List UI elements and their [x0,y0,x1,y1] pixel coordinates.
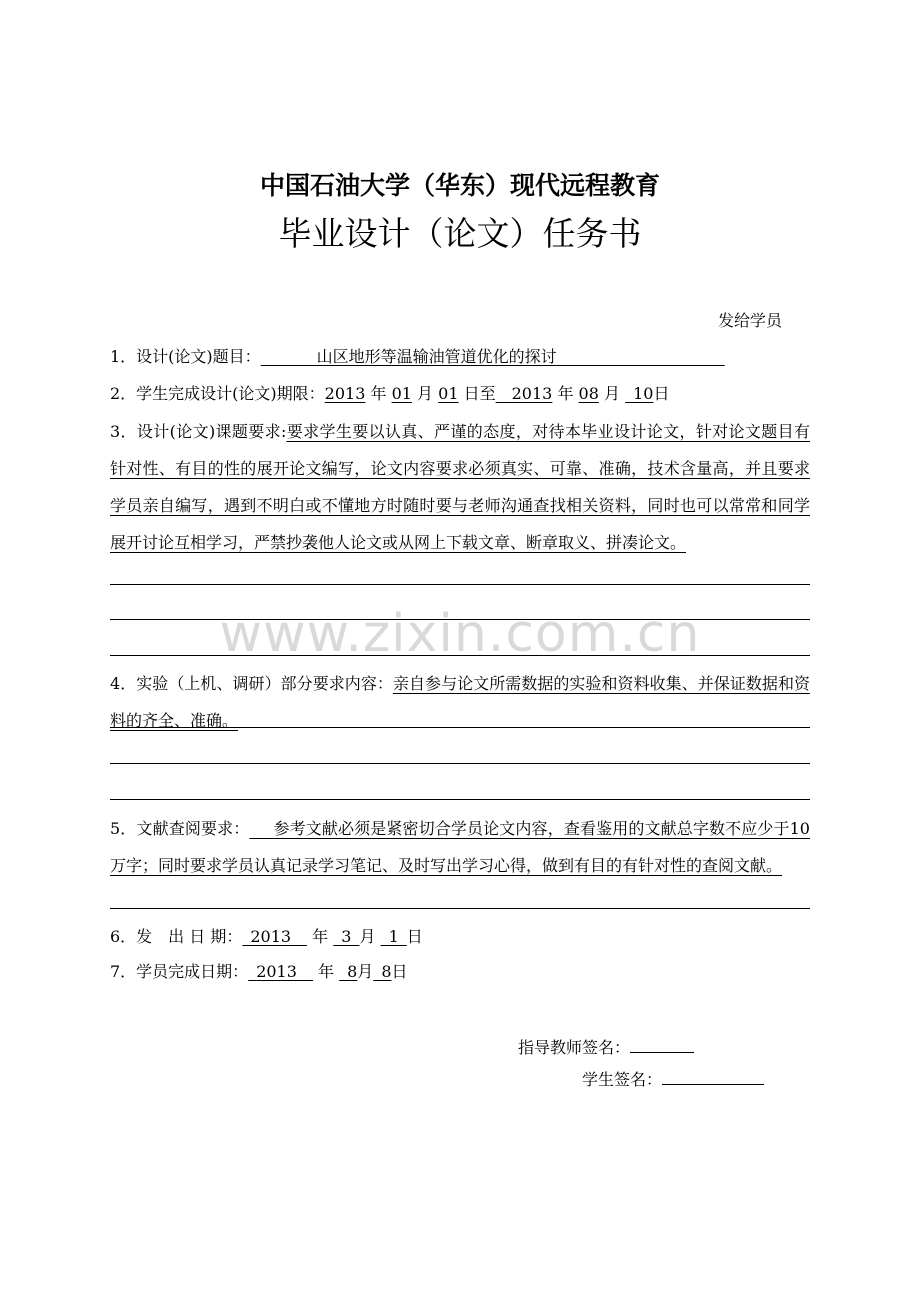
item6-year-unit: 年 [312,927,329,946]
item3-paragraph [110,413,810,561]
item2-year-unit-2: 年 [557,384,574,403]
student-signature-label: 学生签名： [582,1070,663,1089]
item2-label: 2．学生完成设计(论文)期限： [110,384,325,403]
item7-day-unit: 日 [391,962,408,981]
item2-start-day: 01 [438,384,459,403]
item5-value: 参考文献必须是紧密切合学员论文内容，查看鉴用的文献总字数不应少于10万字；同时要求学员认真记录学习笔记、及时写出学习心得，做到有目的有针对性的查阅文献。 [110,819,810,875]
item7-month-unit: 月 [357,962,374,981]
item2-day-to: 日至 [463,384,496,403]
item1-row [110,346,725,368]
item6-month-unit: 月 [359,927,376,946]
item3-label: 3．设计(论文)课题要求: [110,422,287,441]
item6-label: 6．发 出 日 期： [110,927,243,946]
advisor-signature-row [518,1034,694,1059]
item5-label: 5．文献查阅要求： [110,819,250,838]
item4-value: 亲自参与论文所需数据的实验和资料收集、并保证数据和资料的齐全、准确。 [110,674,810,730]
item2-day-unit: 日 [653,384,670,403]
item7-year-unit: 年 [318,962,335,981]
item1-label: 1．设计(论文)题目： [110,347,261,366]
blank-line [110,655,810,656]
student-signature-field[interactable] [662,1066,764,1085]
blank-line [110,619,810,620]
item6-row [110,926,423,948]
item7-month: 8 [347,962,358,981]
item6-year: 2013 [250,927,292,946]
advisor-signature-field[interactable] [630,1034,694,1053]
blank-line [110,908,810,909]
item2-row [110,383,669,405]
institution-title: 中国石油大学（华东）现代远程教育 [259,171,660,200]
item6-month: 3 [341,927,352,946]
blank-line [110,584,810,585]
item7-row [110,961,408,983]
issuer-note: 发给学员 [718,311,783,330]
blank-line [110,763,810,764]
item7-label: 7．学员完成日期： [110,962,249,981]
advisor-signature-label: 指导教师签名： [518,1038,631,1057]
item7-day: 8 [381,962,392,981]
item2-end-day: 10 [633,384,654,403]
item2-start-year: 2013 [324,384,366,403]
student-signature-row [582,1066,764,1091]
item7-year: 2013 [256,962,297,981]
item3-value: 要求学生要以认真、严谨的态度，对待本毕业设计论文，针对论文题目有针对性、有目的性的展开论文编写，论文内容要求必须真实、可靠、准确，技术含量高，并且要求学员亲自编写，遇到不明白或不懂地方时随时要与老师沟通查找相关资料，同时也可以常常和同学展开讨论互相学习，严禁抄袭他人论文或从网上下载文章、断章取义、拼凑论文。 [110,422,810,552]
item6-day-unit: 日 [406,927,423,946]
item4-label: 4．实验（上机、调研）部分要求内容： [110,674,393,693]
item2-start-month: 01 [391,384,412,403]
item2-month-unit-2: 月 [604,384,621,403]
item2-end-year: 2013 [511,384,553,403]
blank-line [110,727,810,728]
watermark: www.zixin.com.cn [219,604,701,664]
item2-end-month: 08 [578,384,599,403]
item6-day: 1 [388,927,399,946]
item5-paragraph [110,810,810,884]
document-title: 毕业设计（论文）任务书 [278,214,642,253]
item2-year-unit: 年 [370,384,387,403]
item2-month-unit: 月 [417,384,434,403]
item1-value: 山区地形等温输油管道优化的探讨 [316,347,557,366]
blank-line [110,799,810,800]
